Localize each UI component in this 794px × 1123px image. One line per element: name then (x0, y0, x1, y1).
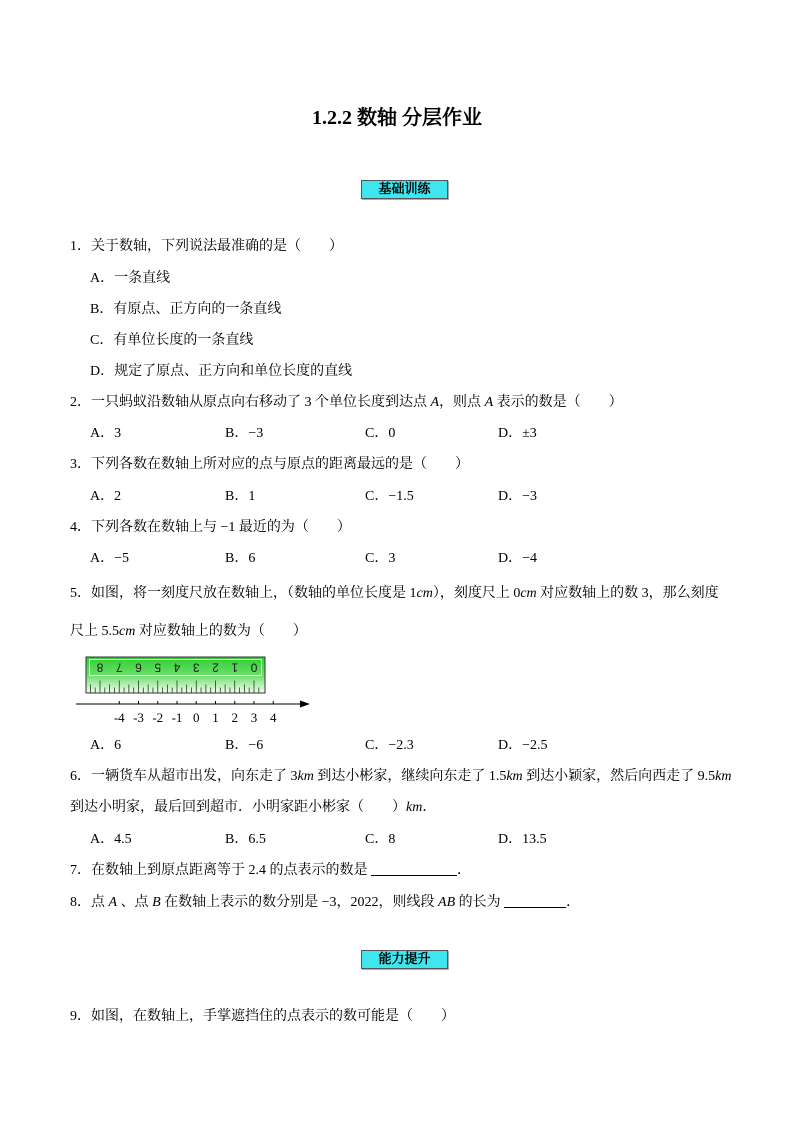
number-line-label: -3 (133, 710, 144, 725)
question-6-continued (70, 798, 436, 818)
page-title: 1.2.2 数轴 分层作业 (312, 107, 482, 129)
question-text: 到达小彬家，继续向东走了 1.5 (313, 769, 507, 784)
option-d: D．13.5 (498, 832, 547, 847)
question-text: 对应数轴上的数为（ ） (135, 624, 307, 639)
unit-label: km (715, 769, 732, 784)
question-6 (70, 767, 731, 787)
section-header-basic-training (361, 180, 448, 199)
question-number: 9． (70, 1009, 91, 1024)
question-text: ． (566, 895, 581, 910)
point-label: A (108, 895, 118, 910)
question-number: 4． (70, 520, 91, 535)
question-text: 下列各数在数轴上与 −1 最近的为（ ） (91, 520, 351, 535)
ruler-number: 3 (192, 660, 200, 675)
figure-content (76, 657, 310, 725)
number-line-label: -2 (152, 710, 164, 725)
ruler-number: 2 (212, 660, 219, 675)
question-3 (70, 455, 469, 475)
question-number: 2． (70, 395, 91, 410)
unit-label: km (297, 769, 314, 784)
ruler-number: 0 (250, 660, 258, 675)
question-5 (70, 584, 719, 604)
option-b: B．6.5 (225, 832, 266, 847)
ruler-number-line-figure (70, 650, 320, 730)
point-label: A (484, 395, 494, 410)
question-text: 在数轴上到原点距离等于 2.4 的点表示的数是 (91, 863, 371, 878)
option-a: A．2 (90, 489, 122, 504)
question-text: 对应数轴上的数 3，那么刻度 (536, 586, 719, 601)
option-b: B．有原点、正方向的一条直线 (90, 302, 282, 317)
ruler-number: 1 (231, 660, 239, 675)
option-d: D．−3 (498, 489, 538, 504)
unit-label: cm (119, 624, 136, 639)
question-text: 到达小明家，最后回到超市．小明家距小彬家（ ） (70, 800, 406, 815)
question-number: 1． (70, 239, 91, 254)
ruler-number: 7 (115, 660, 123, 675)
question-1 (70, 237, 343, 257)
number-line-label: 1 (212, 710, 219, 725)
question-text: ），刻度尺上 0 (432, 586, 521, 601)
option-b: B．−3 (225, 426, 264, 441)
number-line-label: 2 (231, 710, 238, 725)
section-header-ability-improvement (361, 950, 448, 969)
question-8 (70, 893, 580, 913)
ruler-number: 6 (135, 660, 142, 675)
option-a: A．6 (90, 738, 122, 753)
question-9 (70, 1007, 455, 1027)
ruler-number: 5 (154, 660, 162, 675)
unit-label: km (406, 800, 423, 815)
number-line-arrow (300, 701, 310, 708)
point-label: A (430, 395, 440, 410)
option-c: C．有单位长度的一条直线 (90, 333, 254, 348)
option-a: A．3 (90, 426, 122, 441)
question-text: 、点 (117, 895, 153, 910)
question-7 (70, 861, 471, 881)
number-line-label: -1 (171, 710, 183, 725)
question-4 (70, 518, 351, 538)
option-b: B．1 (225, 489, 256, 504)
unit-label: cm (416, 586, 433, 601)
question-text: 如图，在数轴上，手掌遮挡住的点表示的数可能是（ ） (91, 1009, 455, 1024)
segment-label: AB (438, 895, 456, 910)
option-c: C．3 (365, 551, 396, 566)
section-label: 能力提升 (378, 952, 431, 967)
question-number: 3． (70, 457, 91, 472)
question-text: 一辆货车从超市出发，向东走了 3 (91, 769, 298, 784)
option-a: A．−5 (90, 551, 130, 566)
question-text: 尺上 5.5 (70, 624, 119, 639)
number-line-label: 3 (250, 710, 258, 725)
question-5-continued (70, 622, 307, 642)
option-c: C．−1.5 (365, 489, 414, 504)
question-number: 5． (70, 586, 91, 601)
unit-label: km (506, 769, 523, 784)
option-a: A．4.5 (90, 832, 132, 847)
question-text: 的长为 (455, 895, 505, 910)
question-text: 到达小颖家，然后向西走了 9.5 (522, 769, 716, 784)
option-d: D．±3 (498, 426, 537, 441)
option-d: D．−2.5 (498, 738, 548, 753)
number-line-label: -4 (113, 710, 125, 725)
point-label: B (152, 895, 161, 910)
option-c: C．−2.3 (365, 738, 414, 753)
unit-label: cm (520, 586, 537, 601)
option-d: D．−4 (498, 551, 538, 566)
question-number: 8． (70, 895, 91, 910)
number-line-label: 0 (193, 710, 200, 725)
question-number: 7． (70, 863, 91, 878)
ruler-number: 8 (96, 660, 104, 675)
question-text: 点 (91, 895, 109, 910)
option-c: C．8 (365, 832, 396, 847)
option-c: C．0 (365, 426, 396, 441)
question-text: ，则点 (439, 395, 485, 410)
number-line-label: 4 (270, 710, 277, 725)
question-text: 表示的数是（ ） (493, 395, 623, 410)
section-label: 基础训练 (378, 182, 431, 197)
question-text: 下列各数在数轴上所对应的点与原点的距离最远的是（ ） (91, 457, 469, 472)
question-text: 一只蚂蚁沿数轴从原点向右移动了 3 个单位长度到达点 (91, 395, 431, 410)
question-2 (70, 393, 623, 413)
question-text: 如图，将一刻度尺放在数轴上，（数轴的单位长度是 1 (91, 586, 417, 601)
ruler-number: 4 (173, 660, 181, 675)
question-text: 在数轴上表示的数分别是 −3，2022，则线段 (160, 895, 439, 910)
option-a: A．一条直线 (90, 271, 171, 286)
question-text: ． (422, 800, 437, 815)
question-text: ． (457, 863, 471, 878)
option-b: B．−6 (225, 738, 264, 753)
question-number: 6． (70, 769, 91, 784)
option-b: B．6 (225, 551, 256, 566)
question-text: 关于数轴，下列说法最准确的是（ ） (91, 239, 343, 254)
answer-blank (504, 893, 566, 908)
answer-blank (371, 861, 457, 876)
option-d: D．规定了原点、正方向和单位长度的直线 (90, 364, 353, 379)
